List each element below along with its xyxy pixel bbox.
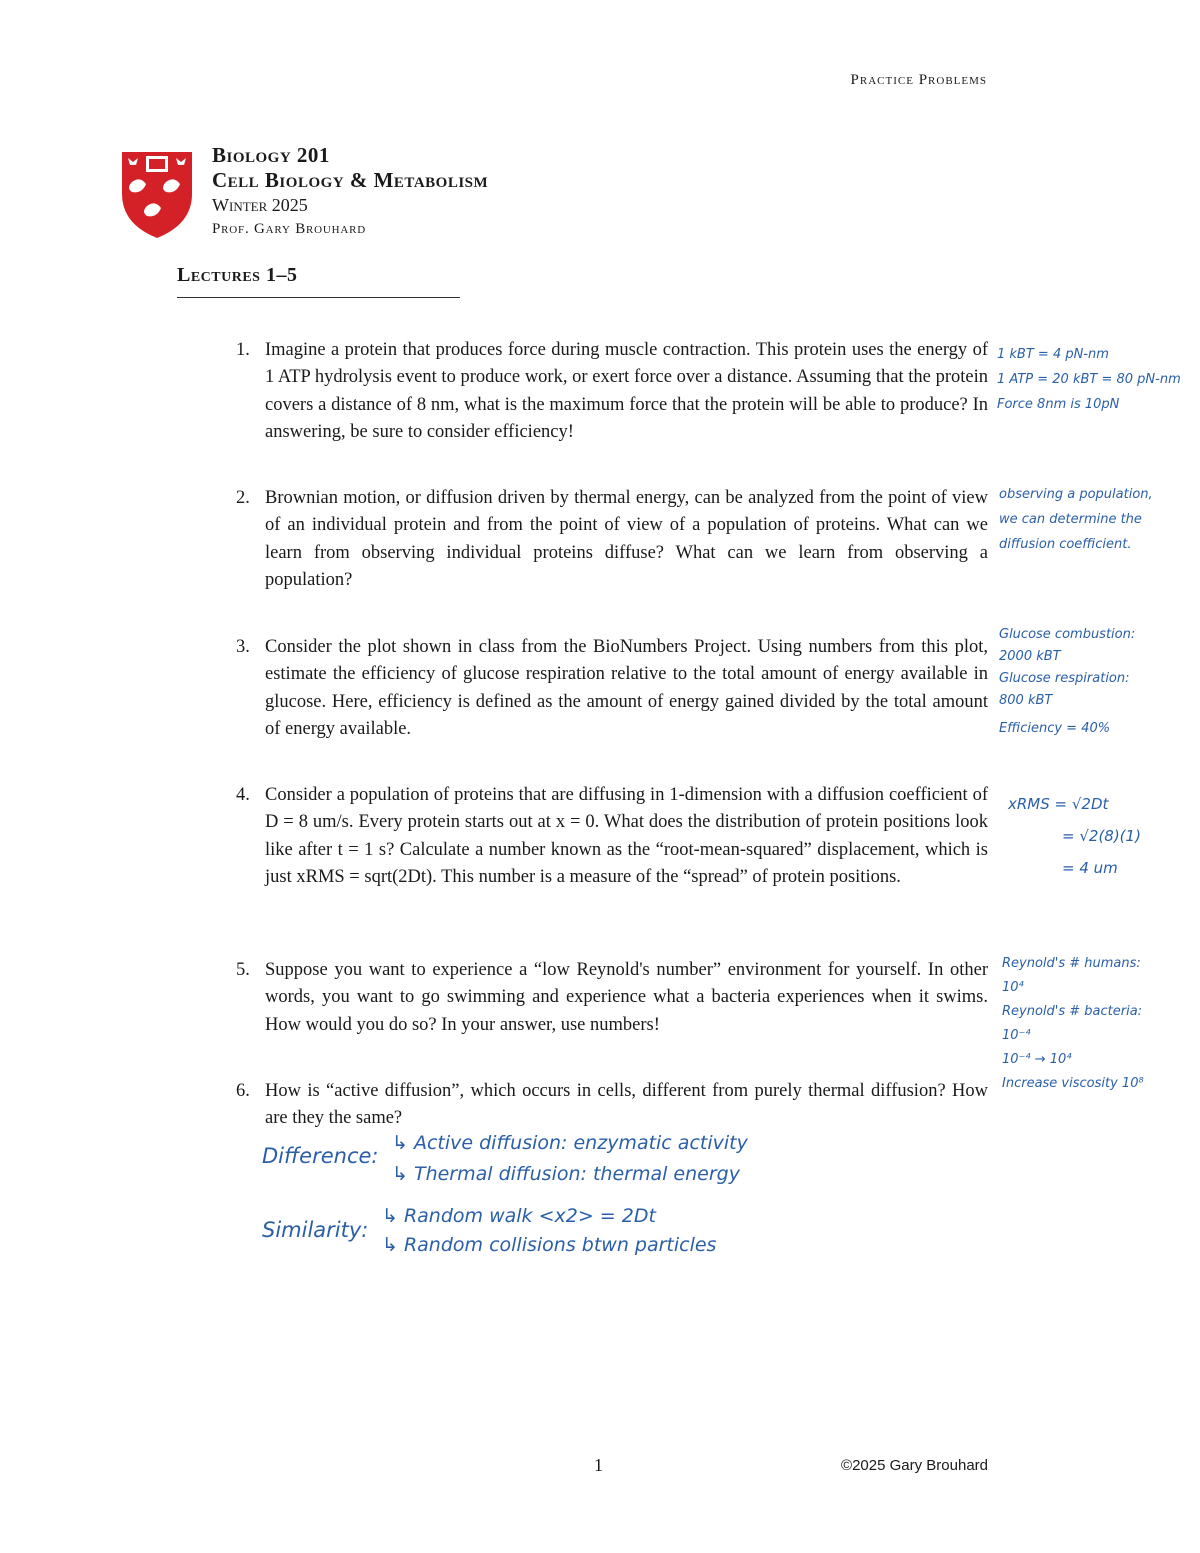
handwritten-note-5 (1002, 952, 1144, 1096)
section-divider (177, 297, 460, 298)
copyright: ©2025 Gary Brouhard (841, 1457, 988, 1474)
course-info (212, 143, 488, 241)
running-header: Practice Problems (850, 72, 987, 88)
handwritten-note-2 (999, 482, 1153, 557)
problem-number: 3. (236, 637, 250, 657)
handwritten-note-4 (1008, 788, 1141, 884)
course-title: Biology 201 (212, 143, 330, 167)
note-line: Efficiency = 40% (999, 721, 1111, 736)
note-line: Glucose respiration: (999, 671, 1130, 686)
note-line: 1 ATP = 20 kBT = 80 pN-nm (997, 372, 1181, 387)
problem-text: Imagine a protein that produces force during muscle contraction. This protein uses the energy of 1 ATP hydrolysis event to produce work, or exert force over a distance. Assuming that the protein covers a distance of 8 nm, what is the maximum force that the protein will be able to produce? In answering, be sure to consider efficiency! (265, 340, 988, 442)
section-heading: Lectures 1–5 (177, 264, 298, 286)
problem-text: Consider a population of proteins that are diffusing in 1-dimension with a diffusion coefficient of D = 8 um/s. Every protein starts out at x = 0. What does the distribution of protein positions look like after t = 1 s? Calculate a number known as the “root-mean-squared” displacement, which is just xRMS = sqrt(2Dt). This number is a measure of the “spread” of protein positions. (265, 785, 988, 887)
note-line: 10⁻⁴ → 10⁴ (1002, 1052, 1072, 1067)
note-line: Increase viscosity 10⁸ (1002, 1076, 1144, 1091)
note-line: 10⁴ (1002, 980, 1024, 995)
note-line: 2000 kBT (999, 649, 1061, 664)
note-line: observing a population, (999, 487, 1153, 502)
course-subtitle: Cell Biology & Metabolism (212, 168, 489, 192)
problem-text: How is “active diffusion”, which occurs in cells, different from purely thermal diffusion? How are they the same? (265, 1081, 988, 1129)
page-number: 1 (594, 1455, 603, 1475)
answer-difference-line-2: ↳ Thermal diffusion: thermal energy (392, 1163, 740, 1185)
course-term: Winter 2025 (212, 195, 308, 215)
answer-similarity-line-2: ↳ Random collisions btwn particles (382, 1234, 717, 1256)
problem-text: Brownian motion, or diffusion driven by thermal energy, can be analyzed from the point of view of an individual protein and from the point of view of a population of proteins. What can we learn from observing individual proteins diffuse? What can we learn from observing a population? (265, 488, 988, 590)
problem-3 (236, 634, 988, 743)
note-line: diffusion coefficient. (999, 537, 1132, 552)
note-line: Reynold's # humans: (1002, 956, 1141, 971)
problem-text: Suppose you want to experience a “low Reynold's number” environment for yourself. In other words, you want to go swimming and experience what a bacteria experiences when it swims. How would you do so? In your answer, use numbers! (265, 960, 988, 1035)
note-line: Glucose combustion: (999, 627, 1136, 642)
problem-text: Consider the plot shown in class from the BioNumbers Project. Using numbers from this plot, estimate the efficiency of glucose respiration relative to the total amount of energy available in glucose. Here, efficiency is defined as the amount of energy gained divided by the total amount of energy available. (265, 637, 988, 739)
note-line: xRMS = √2Dt (1008, 795, 1109, 813)
note-line: Force 8nm is 10pN (997, 397, 1120, 412)
problem-number: 1. (236, 340, 250, 360)
note-line: 1 kBT = 4 pN-nm (997, 347, 1109, 362)
university-crest-icon (120, 148, 194, 240)
problem-2 (236, 485, 988, 594)
problem-5 (236, 957, 988, 1039)
answer-similarity-line-1: ↳ Random walk <x2> = 2Dt (382, 1205, 656, 1227)
note-line: 800 kBT (999, 693, 1053, 708)
answer-similarity-label: Similarity: (262, 1218, 369, 1242)
problem-number: 5. (236, 960, 250, 980)
note-line: we can determine the (999, 512, 1142, 527)
problem-number: 2. (236, 488, 250, 508)
note-line: = 4 um (1062, 859, 1118, 877)
problem-4 (236, 782, 988, 891)
problem-1 (236, 337, 988, 446)
note-line: = √2(8)(1) (1062, 827, 1141, 845)
note-line: 10⁻⁴ (1002, 1028, 1031, 1043)
problem-number: 4. (236, 785, 250, 805)
answer-difference-label: Difference: (262, 1144, 379, 1168)
handwritten-note-3 (999, 624, 1135, 740)
problem-number: 6. (236, 1081, 250, 1101)
problem-6 (236, 1078, 988, 1133)
note-line: Reynold's # bacteria: (1002, 1004, 1143, 1019)
answer-difference-line-1: ↳ Active diffusion: enzymatic activity (392, 1132, 748, 1154)
course-professor: Prof. Gary Brouhard (212, 221, 367, 237)
handwritten-note-1 (997, 342, 1181, 417)
